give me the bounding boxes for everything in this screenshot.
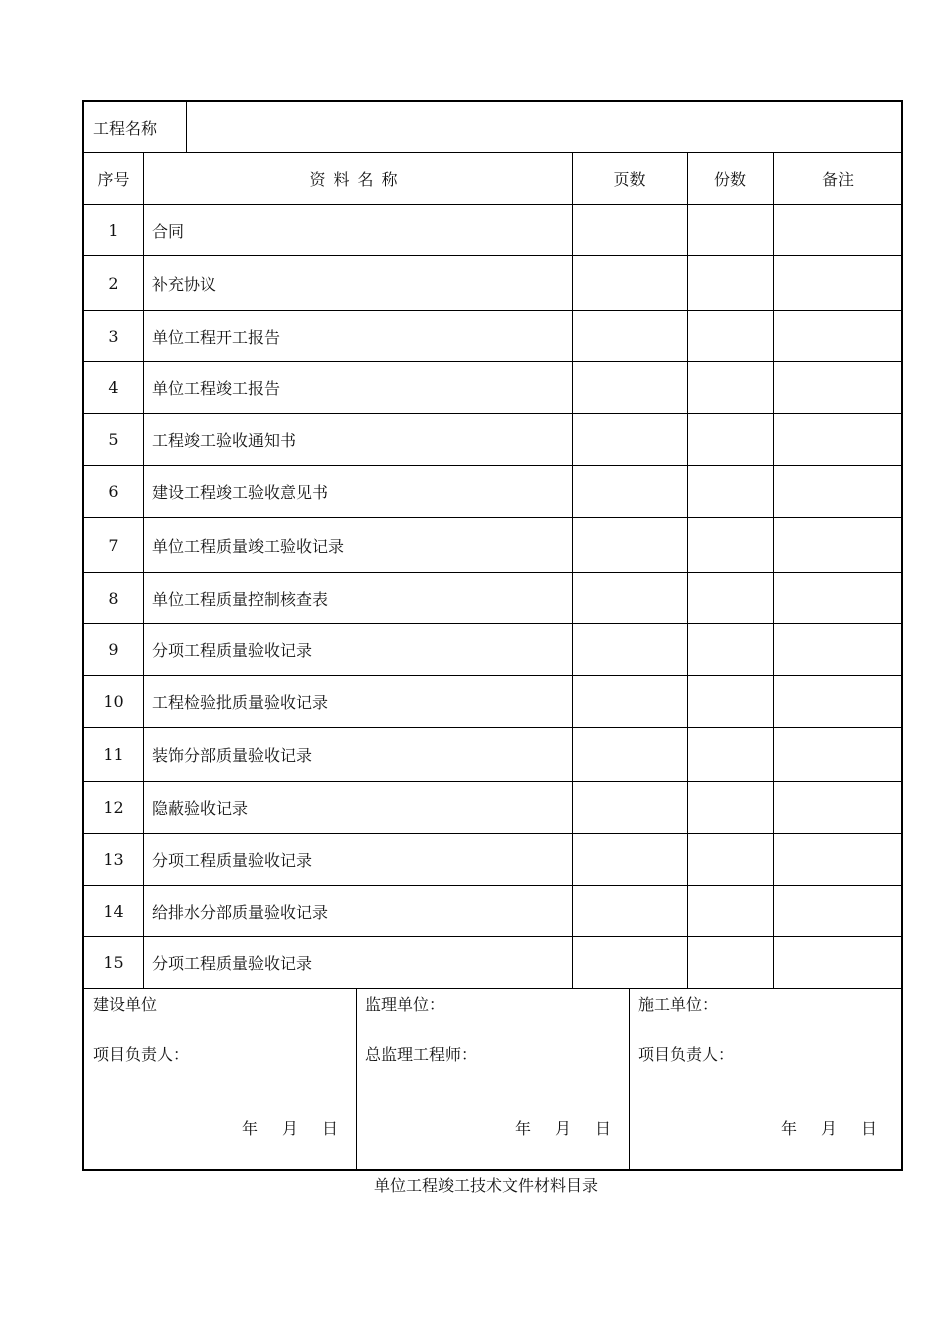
row-copies[interactable] — [687, 937, 773, 988]
row-document-name: 分项工程质量验收记录 — [152, 954, 313, 973]
row-document-name: 工程竣工验收通知书 — [152, 431, 297, 450]
row-pages[interactable] — [572, 782, 687, 833]
column-header-copies: 份数 — [713, 170, 746, 189]
row-copies[interactable] — [687, 518, 773, 572]
row-document-name: 单位工程质量控制核查表 — [152, 589, 329, 609]
row-document-name: 补充协议 — [152, 274, 217, 294]
row-pages[interactable] — [572, 834, 687, 885]
row-remarks[interactable] — [773, 205, 903, 255]
column-header-pages: 页数 — [613, 170, 646, 189]
row-document-name: 给排水分部质量验收记录 — [152, 902, 329, 922]
row-pages[interactable] — [572, 466, 687, 517]
row-pages[interactable] — [572, 937, 687, 988]
row-remarks[interactable] — [773, 414, 903, 465]
row-remarks[interactable] — [773, 728, 903, 781]
row-copies[interactable] — [687, 256, 773, 310]
row-number: 13 — [103, 850, 124, 869]
row-copies[interactable] — [687, 782, 773, 833]
row-number: 14 — [103, 901, 124, 921]
row-document-name: 分项工程质量验收记录 — [152, 641, 313, 660]
row-pages[interactable] — [572, 573, 687, 623]
row-pages[interactable] — [572, 362, 687, 413]
row-pages[interactable] — [572, 886, 687, 936]
construction-date-label: 年 月 日 — [242, 1119, 343, 1138]
catalog-table — [82, 100, 903, 1171]
row-remarks[interactable] — [773, 782, 903, 833]
row-document-name: 合同 — [152, 221, 185, 241]
supervision-unit-label: 监理单位： — [365, 995, 446, 1014]
row-document-name: 单位工程竣工报告 — [152, 379, 281, 398]
divider — [356, 988, 357, 1171]
row-pages[interactable] — [572, 205, 687, 255]
row-number: 9 — [108, 640, 119, 659]
column-header-seq: 序号 — [97, 170, 130, 189]
row-pages[interactable] — [572, 518, 687, 572]
supervision-person-label: 总监理工程师： — [365, 1045, 478, 1064]
row-number: 12 — [103, 798, 124, 817]
row-remarks[interactable] — [773, 937, 903, 988]
row-number: 4 — [108, 378, 119, 397]
row-copies[interactable] — [687, 676, 773, 727]
column-header-remarks: 备注 — [821, 170, 854, 189]
row-pages[interactable] — [572, 414, 687, 465]
row-copies[interactable] — [687, 728, 773, 781]
row-remarks[interactable] — [773, 886, 903, 936]
row-number: 8 — [108, 588, 119, 608]
project-name-label: 工程名称 — [93, 118, 158, 138]
row-remarks[interactable] — [773, 573, 903, 623]
row-number: 1 — [108, 220, 119, 240]
row-document-name: 单位工程开工报告 — [152, 327, 281, 347]
project-name-value[interactable] — [186, 102, 903, 152]
row-remarks[interactable] — [773, 256, 903, 310]
row-document-name: 建设工程竣工验收意见书 — [152, 483, 329, 502]
row-number: 10 — [103, 692, 124, 711]
divider — [84, 988, 901, 989]
row-number: 6 — [108, 482, 119, 501]
row-document-name: 装饰分部质量验收记录 — [152, 746, 313, 765]
row-pages[interactable] — [572, 311, 687, 361]
row-copies[interactable] — [687, 362, 773, 413]
contractor-date-label: 年 月 日 — [781, 1119, 882, 1138]
row-copies[interactable] — [687, 624, 773, 675]
row-copies[interactable] — [687, 311, 773, 361]
row-remarks[interactable] — [773, 466, 903, 517]
row-number: 2 — [108, 273, 119, 293]
row-remarks[interactable] — [773, 834, 903, 885]
row-pages[interactable] — [572, 728, 687, 781]
supervision-date-label: 年 月 日 — [515, 1119, 616, 1138]
contractor-unit-label: 施工单位： — [638, 995, 719, 1014]
row-remarks[interactable] — [773, 624, 903, 675]
construction-unit-label: 建设单位 — [93, 995, 158, 1014]
row-copies[interactable] — [687, 205, 773, 255]
row-number: 3 — [108, 326, 119, 346]
construction-person-label: 项目负责人： — [93, 1045, 190, 1064]
contractor-person-label: 项目负责人： — [638, 1045, 735, 1064]
row-remarks[interactable] — [773, 362, 903, 413]
row-document-name: 工程检验批质量验收记录 — [152, 693, 329, 712]
row-pages[interactable] — [572, 624, 687, 675]
row-copies[interactable] — [687, 886, 773, 936]
row-number: 11 — [103, 745, 124, 764]
row-document-name: 单位工程质量竣工验收记录 — [152, 536, 345, 556]
row-pages[interactable] — [572, 256, 687, 310]
row-remarks[interactable] — [773, 518, 903, 572]
divider — [629, 988, 630, 1171]
row-copies[interactable] — [687, 573, 773, 623]
document-caption: 单位工程竣工技术文件材料目录 — [373, 1176, 598, 1195]
row-pages[interactable] — [572, 676, 687, 727]
row-document-name: 隐蔽验收记录 — [152, 799, 249, 818]
row-number: 7 — [108, 535, 119, 555]
row-copies[interactable] — [687, 414, 773, 465]
row-remarks[interactable] — [773, 676, 903, 727]
row-number: 5 — [108, 430, 119, 449]
row-copies[interactable] — [687, 466, 773, 517]
row-copies[interactable] — [687, 834, 773, 885]
row-document-name: 分项工程质量验收记录 — [152, 851, 313, 870]
column-header-name: 资料名称 — [309, 170, 406, 189]
row-number: 15 — [103, 953, 124, 972]
row-remarks[interactable] — [773, 311, 903, 361]
